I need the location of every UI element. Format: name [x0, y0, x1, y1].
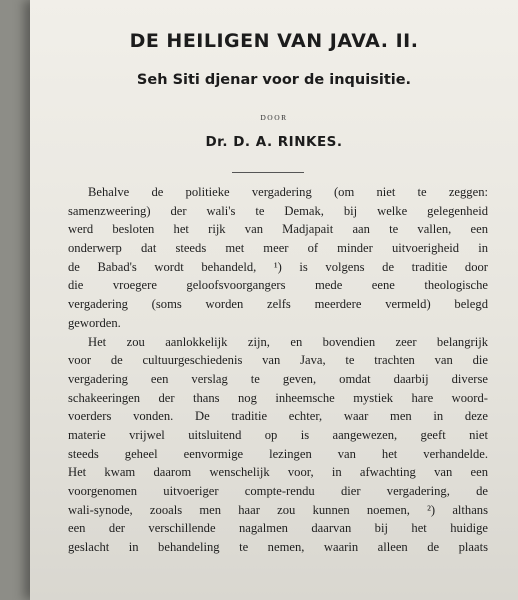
paragraph-1-line: geworden. [68, 315, 121, 330]
paragraph-1-line: werd besloten het rijk van Madjapait aan te vallen, een [68, 222, 488, 237]
paragraph-1-line: onderwerp dat steeds met meer of minder uitvoerigheid in [68, 241, 488, 256]
paragraph-2-line: Het zou aanlokkelijk zijn, en bovendien zeer belangrijk [88, 334, 488, 349]
author-name: Dr. D. A. RINKES. [205, 134, 343, 150]
paragraph-2-line: geslacht in behandeling te nemen, waarin alleen de plaats [68, 540, 488, 555]
article-title: DE HEILIGEN VAN JAVA. II. [129, 30, 419, 52]
paragraph-2-line: materie vrijwel uitsluitend op is aangewezen, geeft niet [68, 427, 488, 442]
paragraph-2-line: steeds geheel eenvormige lezingen van het verhandelde. [68, 446, 488, 461]
paragraph-1-line: samenzweering) der wali's te Demak, bij welke gelegenheid [68, 203, 488, 218]
title-divider [232, 172, 304, 173]
paragraph-1-line: vergadering (soms worden zelfs meerdere vermeld) belegd [68, 297, 488, 312]
paragraph-2-line: vergadering een verslag te geven, omdat daarbij diverse [68, 371, 488, 386]
paragraph-2-line: wali-synode, zooals men haar zou kunnen noemen, ²) althans [68, 502, 488, 517]
page-sheet [30, 0, 518, 600]
paragraph-1-line: de Babad's wordt behandeld, ¹) is volgens de traditie door [68, 259, 488, 274]
paragraph-2-line: voorgenomen uitvoeriger compte-rendu dier vergadering, de [68, 484, 488, 498]
paragraph-2-line: schakeeringen der thans nog inheemsche mystiek hare woord- [68, 390, 488, 405]
byline-label: DOOR [260, 113, 288, 122]
paragraph-2-line: voerders vonden. De traditie echter, waar men in deze [68, 409, 488, 424]
article-subtitle: Seh Siti djenar voor de inquisitie. [136, 72, 412, 88]
paragraph-1-line: die vroegere geloofsvoorgangers mede eene theologische [68, 278, 488, 293]
paragraph-2-line: een der verschillende nagalmen daarvan bij het huidige [68, 521, 488, 536]
paragraph-2-line: voor de cultuurgeschiedenis van Java, te trachten van die [68, 353, 488, 368]
body-text [68, 183, 488, 557]
paragraph-2-line: Het kwam daarom wenschelijk voor, in afwachting van een [68, 465, 488, 480]
paragraph-1-line: Behalve de politieke vergadering (om niet te zeggen: [88, 185, 488, 199]
